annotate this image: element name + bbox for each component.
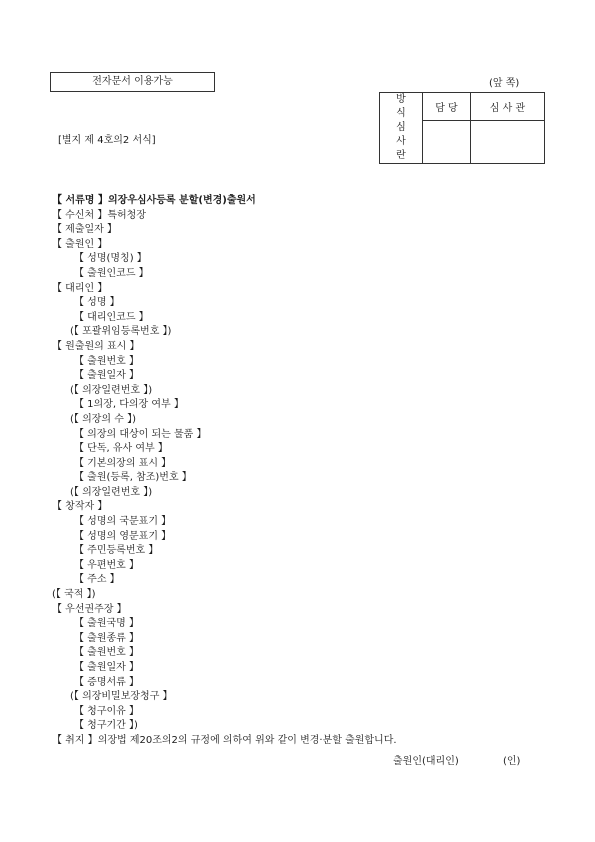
- form-field-label: (【 의장일련번호 】): [70, 486, 153, 498]
- examiner-signature-field[interactable]: [470, 121, 544, 164]
- form-field-value: 특허청장: [107, 209, 146, 221]
- form-field-label: 【 성명 】: [74, 297, 120, 309]
- form-field-label: (【 포괄위임등록번호 】): [70, 326, 172, 338]
- form-field-line: [52, 559, 397, 574]
- form-field-label: 【 서류명 】: [52, 195, 108, 206]
- method-review-char: 심: [396, 122, 406, 133]
- form-field-label: 【 청구이유 】: [74, 705, 139, 717]
- form-field-label: 【 단독, 유사 여부 】: [74, 443, 168, 455]
- form-field-label: 【 기본의장의 표시 】: [74, 457, 172, 469]
- front-side-label: (앞 쪽): [489, 78, 520, 89]
- form-field-line: [52, 603, 397, 618]
- form-field-line: [52, 194, 397, 209]
- form-field-line: [52, 734, 397, 749]
- form-field-line: [52, 369, 397, 384]
- form-field-line: [52, 719, 397, 734]
- form-field-label: 【 출원(등록, 참조)번호 】: [74, 472, 192, 484]
- form-field-label: 【 우편번호 】: [74, 559, 139, 571]
- form-field-label: 【 의장의 대상이 되는 물품 】: [74, 428, 207, 440]
- form-field-line: [52, 311, 397, 326]
- form-field-label: 【 성명의 영문표기 】: [74, 530, 172, 542]
- form-field-label: (【 국적 】): [52, 589, 96, 601]
- form-field-label: (【 의장비밀보장청구 】: [70, 691, 173, 703]
- form-field-line: [52, 486, 397, 501]
- form-field-line: [52, 676, 397, 691]
- form-number: [별지 제 4호의2 서식]: [58, 135, 156, 146]
- method-review-char: 식: [396, 108, 406, 119]
- form-field-line: [52, 238, 397, 253]
- form-field-label: 【 주소 】: [74, 574, 120, 586]
- form-field-line: [52, 588, 397, 603]
- method-review-char: 방: [396, 94, 406, 105]
- form-field-line: [52, 428, 397, 443]
- form-field-label: 【 주민등록번호 】: [74, 545, 159, 557]
- form-field-line: [52, 617, 397, 632]
- form-field-line: [52, 705, 397, 720]
- form-field-value: 의장법 제20조의2의 규정에 의하여 위와 같이 변경·분할 출원합니다.: [97, 734, 397, 746]
- form-field-line: [52, 398, 397, 413]
- form-field-line: [52, 530, 397, 545]
- form-field-line: [52, 471, 397, 486]
- form-field-label: 【 성명의 국문표기 】: [74, 516, 172, 528]
- examiner-header: 심 사 관: [470, 93, 544, 121]
- form-field-line: [52, 515, 397, 530]
- form-field-line: [52, 252, 397, 267]
- method-review-char: 사: [396, 136, 406, 147]
- form-field-label: 【 대리인코드 】: [74, 311, 149, 323]
- form-field-line: [52, 442, 397, 457]
- form-field-label: 【 출원일자 】: [74, 370, 139, 382]
- electronic-document-label: 전자문서 이용가능: [92, 76, 173, 87]
- method-review-cell: [380, 93, 423, 164]
- form-field-label: 【 출원번호 】: [74, 355, 139, 367]
- form-field-label: 【 출원인 】: [52, 238, 108, 250]
- in-charge-signature-field[interactable]: [423, 121, 471, 164]
- approval-table: [379, 92, 545, 164]
- form-field-label: 【 성명(명칭) 】: [74, 253, 147, 265]
- application-form-body: [52, 194, 397, 749]
- form-field-line: [52, 267, 397, 282]
- form-field-label: 【 청구기간 】): [74, 720, 138, 732]
- form-field-label: 【 제출일자 】: [52, 224, 117, 236]
- form-field-label: (【 의장일련번호 】): [70, 384, 153, 396]
- form-field-label: 【 출원번호 】: [74, 647, 139, 659]
- form-field-line: [52, 384, 397, 399]
- applicant-signature-label: 출원인(대리인): [393, 756, 459, 767]
- form-field-value: 의장우심사등록 분할(변경)출원서: [107, 195, 256, 206]
- form-field-label: (【 의장의 수 】): [70, 413, 136, 425]
- form-field-label: 【 창작자 】: [52, 501, 108, 513]
- form-field-line: [52, 413, 397, 428]
- form-field-label: 【 수신처 】: [52, 209, 108, 221]
- form-field-label: 【 취지 】: [52, 734, 98, 746]
- form-field-label: 【 출원일자 】: [74, 662, 139, 673]
- form-field-line: [52, 500, 397, 515]
- form-field-label: 【 증명서류 】: [74, 676, 139, 688]
- form-field-line: [52, 646, 397, 661]
- form-field-label: 【 우선권주장 】: [52, 603, 127, 615]
- form-field-line: [52, 223, 397, 238]
- form-field-line: [52, 355, 397, 370]
- form-field-label: 【 출원국명 】: [74, 618, 139, 630]
- form-field-line: [52, 661, 397, 676]
- form-field-line: [52, 457, 397, 472]
- form-field-line: [52, 690, 397, 705]
- form-field-line: [52, 544, 397, 559]
- form-field-label: 【 원출원의 표시 】: [52, 340, 140, 352]
- form-field-label: 【 출원종류 】: [74, 632, 139, 644]
- form-field-line: [52, 632, 397, 647]
- form-field-line: [52, 340, 397, 355]
- form-field-label: 【 출원인코드 】: [74, 267, 149, 279]
- form-field-line: [52, 325, 397, 340]
- in-charge-header: 담 당: [423, 93, 471, 121]
- method-review-label: [380, 93, 422, 163]
- method-review-char: 란: [396, 150, 406, 161]
- seal-mark: (인): [503, 756, 521, 767]
- form-field-line: [52, 209, 397, 224]
- form-field-line: [52, 573, 397, 588]
- form-field-line: [52, 296, 397, 311]
- form-field-label: 【 대리인 】: [52, 282, 108, 294]
- form-field-label: 【 1의장, 다의장 여부 】: [74, 399, 184, 411]
- form-field-line: [52, 282, 397, 297]
- electronic-document-available-box: [50, 72, 215, 92]
